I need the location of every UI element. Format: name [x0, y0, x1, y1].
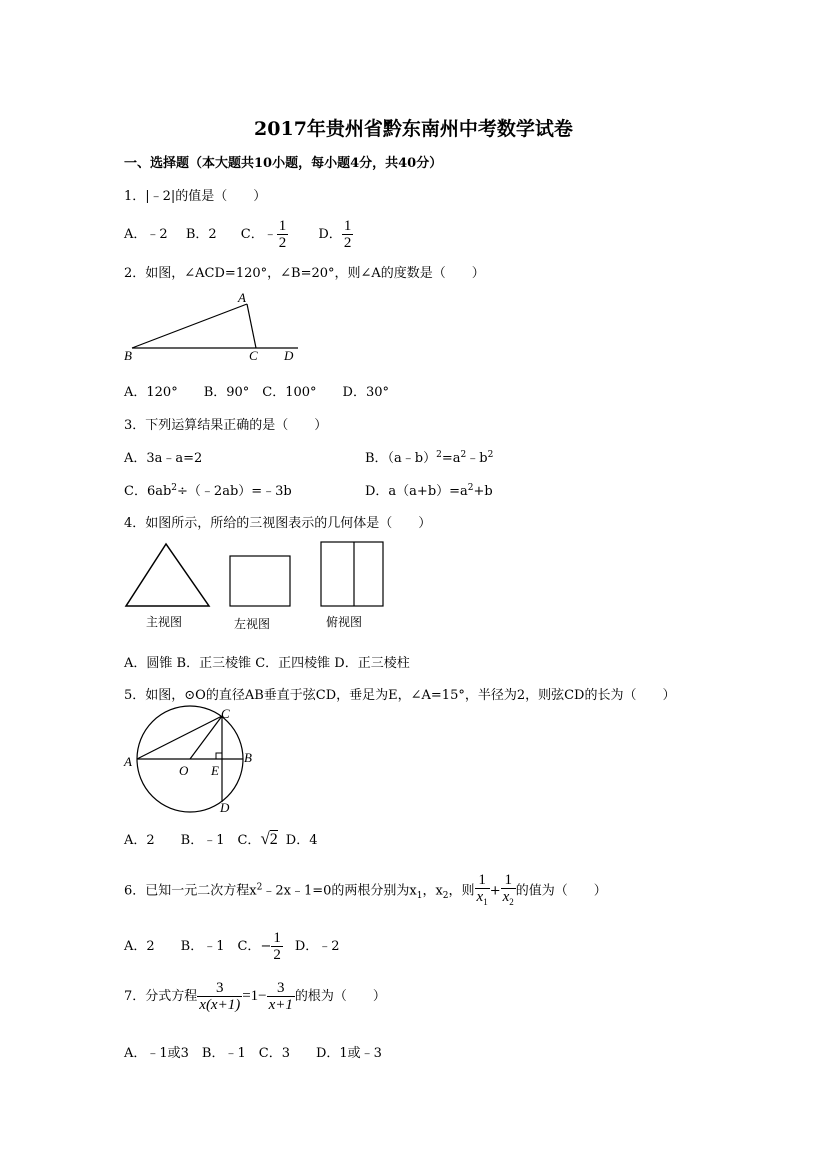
- fraction-3-over-xx1: $\frac{3}{x(x+1)}$: [199, 980, 241, 1013]
- view-label-top: 俯视图: [326, 615, 363, 629]
- label-d: D: [284, 348, 294, 363]
- view-label-left: 左视图: [234, 617, 271, 631]
- q2-stem: 2．如图，∠ACD=120°，∠B=20°，则∠A的度数是（ ）: [124, 266, 485, 281]
- q2-triangle-figure: [120, 286, 310, 364]
- q5-options[interactable]: A．2 B．﹣1 C．√2 D．4: [124, 829, 318, 848]
- label-b: B: [244, 750, 252, 765]
- fraction: $\frac{1}{2}$: [273, 930, 281, 963]
- q1-option-c[interactable]: C．﹣ $\frac{1}{2}$: [240, 218, 287, 251]
- fraction-1-over-x1: $\frac{1}{x_1}$: [475, 872, 490, 910]
- right-angle-mark: [216, 753, 222, 759]
- q1-option-b[interactable]: B．2: [185, 227, 217, 242]
- q4-stem: 4．如图所示，所给的三视图表示的几何体是（ ）: [124, 516, 432, 531]
- q3-option-c[interactable]: C．$6ab^2\div(﹣2ab)=﹣3b$: [124, 483, 292, 499]
- line-ac: [247, 304, 256, 348]
- view-label-front: 主视图: [146, 615, 183, 629]
- label-c: C: [249, 348, 258, 363]
- label-c: C: [221, 706, 230, 721]
- q3-option-a[interactable]: A．3a﹣a=2: [124, 451, 203, 466]
- fraction-3-over-x1: $\frac{3}{x+1}$: [268, 980, 293, 1013]
- q7-options[interactable]: A．﹣1或3 B．﹣1 C．3 D．1或﹣3: [124, 1046, 382, 1061]
- label-a: A: [238, 290, 246, 305]
- q1-option-d[interactable]: D． $\frac{1}{2}$: [318, 218, 352, 251]
- fraction: $\frac{1}{2}$: [278, 218, 287, 251]
- fraction-1-over-x2: $\frac{1}{x_2}$: [501, 872, 516, 910]
- q7-stem: 7．分式方程 $\frac{3}{x(x+1)}$ =1− $\frac{3}{x+1}$ 的根为（ ）: [124, 980, 386, 1013]
- line-ba: [132, 304, 247, 348]
- q5-circle-figure: [120, 700, 270, 818]
- q2-options[interactable]: A．120° B．90° C．100° D．30°: [124, 385, 390, 400]
- q3-option-d[interactable]: D．$a(a+b)=a^2+b$: [365, 483, 493, 499]
- section-heading: 一、选择题（本大题共10小题，每小题4分，共40分）: [124, 156, 443, 171]
- q3-stem: 3．下列运算结果正确的是（ ）: [124, 418, 328, 433]
- q5-stem: 5．如图，⊙O的直径AB垂直于弦CD，垂足为E，∠A=15°，半径为2，则弦CD的长为（ ）: [124, 688, 676, 703]
- q6-stem: 6．已知一元二次方程$x^2﹣2x﹣1=0$的两根分别为$x_1$，$x_2$，则 $\frac{1}{x_1}$ + $\frac{1}{x_2}$ 的值为（ ）: [124, 872, 607, 910]
- label-d: D: [220, 800, 230, 815]
- q3-option-b[interactable]: B．$(a﹣b)^2=a^2﹣b^2$: [365, 450, 494, 466]
- q1-option-a[interactable]: A．﹣2: [124, 227, 168, 242]
- top-view-rectangle: [321, 542, 383, 606]
- q1-options: [124, 218, 353, 251]
- left-view-rectangle: [230, 556, 290, 606]
- label-e: E: [211, 763, 219, 778]
- page-title: 2017年贵州省黔东南州中考数学试卷: [254, 118, 573, 140]
- sqrt-symbol: √: [260, 829, 270, 848]
- q4-three-views-figure: [122, 538, 392, 634]
- q6-options[interactable]: A．2 B．﹣1 C．− $\frac{1}{2}$ D．﹣2: [124, 930, 340, 963]
- label-a: A: [124, 754, 132, 769]
- q4-options[interactable]: A．圆锥 B．正三棱锥 C．正四棱锥 D．正三棱柱: [124, 656, 410, 671]
- label-o: O: [179, 763, 189, 778]
- line-ac: [137, 716, 222, 759]
- front-view-triangle: [126, 544, 209, 606]
- label-b: B: [124, 348, 132, 363]
- fraction: $\frac{1}{2}$: [343, 218, 352, 251]
- q1-stem: 1．|﹣2|的值是（ ）: [124, 189, 267, 204]
